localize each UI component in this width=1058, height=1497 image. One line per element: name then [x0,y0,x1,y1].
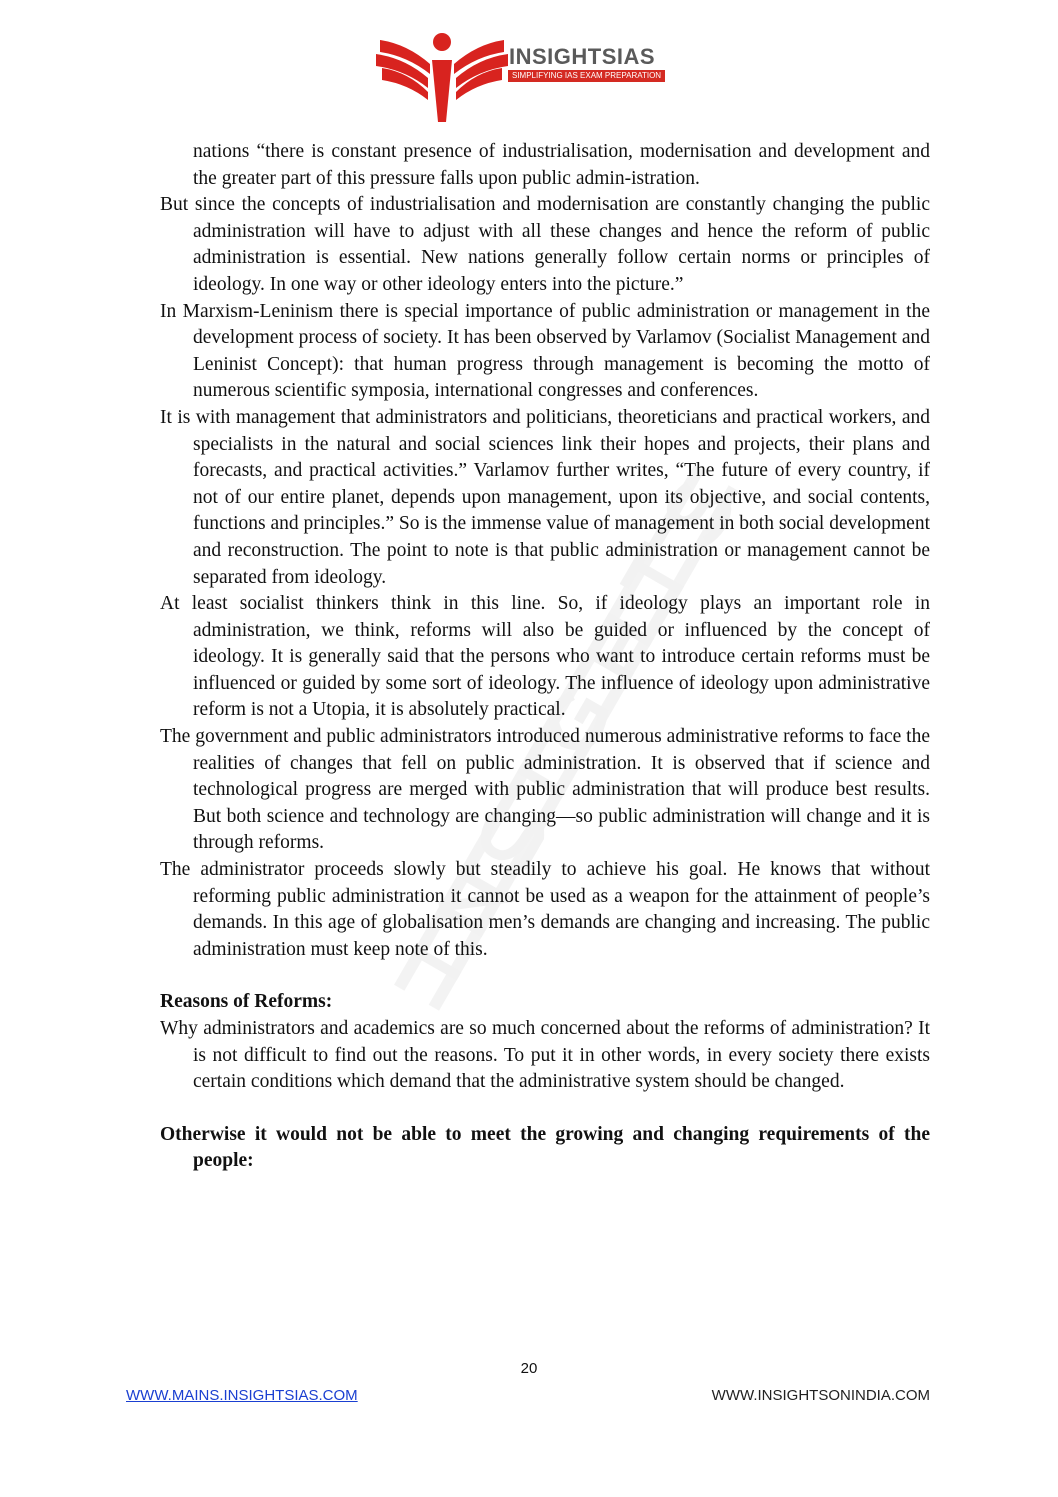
bold-subheading-paragraph: Otherwise it would not be able to meet the growing and changing requirements of the people: [160,1123,930,1172]
document-body [160,139,930,1175]
section-paragraph: Why administrators and academics are so much concerned about the reforms of administration? It is not difficult to find out the reasons. To put it in other words, in every society there exists certain conditions which demand that the administrative system should be changed. [160,1018,930,1093]
insightsias-logo [372,30,682,130]
section-heading: Reasons of Reforms: [160,991,333,1013]
body-paragraph: The government and public administrators introduced numerous administrative reforms to face the realities of changes that fell on public administration. It is observed that if science and technological progress are merged with public administration that will produce best results. But both science and technology are changing—so public administration will change and it is through reforms. [160,726,930,854]
continued-paragraph: nations “there is constant presence of industrialisation, modernisation and development and the greater part of this pressure falls upon public admin-istration. [193,141,930,189]
body-paragraph: It is with management that administrators and politicians, theoreticians and practical workers, and specialists in the natural and social sciences link their hopes and projects, their plans and forecasts, and practical activities.” Varlamov further writes, “The future of every country, if not of our entire planet, depends upon management, upon its objective, and social contents, functions and principles.” So is the immense value of management in both social development and reconstruction. The point to note is that public administration or management cannot be separated from ideology. [160,406,930,588]
logo-book-person-icon [372,30,512,130]
body-paragraph: But since the concepts of industrialisation and modernisation are constantly changing the public administration will have to adjust with all these changes and hence the reform of public administration is essential. New nations generally follow certain norms or principles of ideology. In one way or other ideology enters into the picture.” [160,194,930,295]
page-number: 20 [520,1360,538,1377]
body-paragraph: In Marxism-Leninism there is special importance of public administration or management in the development process of society. It has been observed by Varlamov (Socialist Management and Leninist Concept): that human progress through management is becoming the motto of numerous scientific symposia, international congresses and conferences. [160,300,930,402]
brand-tagline: SIMPLIFYING IAS EXAM PREPARATION [508,70,665,82]
brand-name-suffix: IAS [616,44,656,69]
brand-name [509,44,655,70]
footer-mains-link[interactable]: WWW.MAINS.INSIGHTSIAS.COM [126,1387,358,1404]
footer-site-url: WWW.INSIGHTSONINDIA.COM [711,1387,930,1404]
brand-name-main: INSIGHTS [509,44,617,69]
body-paragraph: The administrator proceeds slowly but steadily to achieve his goal. He knows that without reforming public administration it cannot be used as a weapon for the attainment of people’s demands. In this age of globalisation men’s demands are changing and increasing. The public administration must keep note of this. [160,859,930,960]
body-paragraph: At least socialist thinkers think in this line. So, if ideology plays an important role in administration, we think, reforms will also be guided or influenced by the concept of ideology. It is generally said that the persons who want to introduce certain reforms must be influenced or guided by some sort of ideology. The influence of ideology upon administrative reform is not a Utopia, it is absolutely practical. [160,593,930,721]
